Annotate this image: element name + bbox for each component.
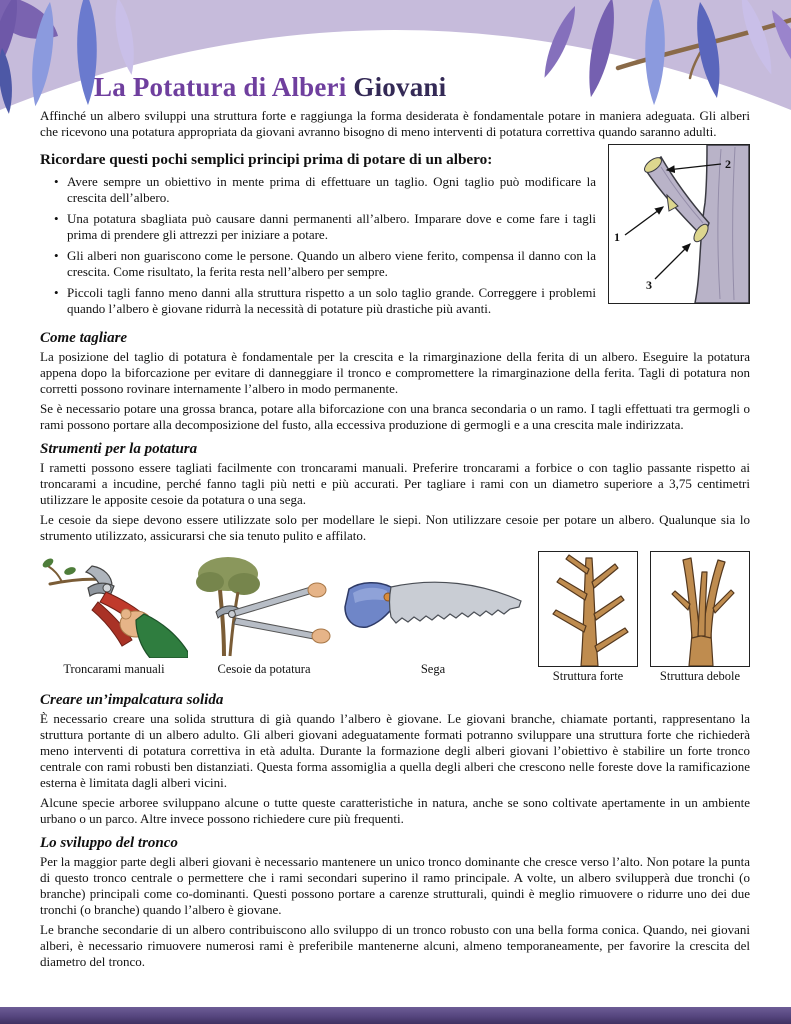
saw-figure <box>340 551 526 677</box>
paragraph: I rametti possono essere tagliati facilmente con troncarami manuali. Preferire troncarami a forbice o con taglio passante rispetto ai troncarami a incudine, perché fanno tagli più netti e più accurati. Per tagliare i rami con un diametro superiore a 3,75 centimetri utilizzare le apposite cesoie da potatura o una sega. <box>40 460 750 507</box>
principles-list <box>40 174 596 317</box>
lopper-figure <box>194 551 334 677</box>
page-title-main: La Potatura di Alberi <box>94 72 347 102</box>
list-item: • Avere sempre un obiettivo in mente prima di effettuare un taglio. Ogni taglio può modificare la crescita dell’albero. <box>54 174 596 206</box>
paragraph: Per la maggior parte degli alberi giovani è necessario mantenere un unico tronco dominante che cresce verso l’alto. Non potare la punta di questo tronco centrale o permettere che i rami secondari superino il ramo principale. A volte, un albero svilupperà due tronchi (o branche) principali come co-dominanti. Questi possono portare a carenze strutturali, quindi è meglio rimuovere o ridurre uno dei due tronchi (o branche) quando l’albero è giovane. <box>40 854 750 917</box>
section-heading-tronco: Lo sviluppo del tronco <box>40 835 178 851</box>
principles-text <box>40 144 596 322</box>
figure-caption: Troncarami manuali <box>63 662 165 676</box>
figure-caption: Sega <box>420 662 446 676</box>
weak-structure-figure <box>650 551 750 684</box>
lopper-illustration <box>194 551 334 660</box>
paragraph: Se è necessario potare una grossa branca, potare alla biforcazione con una branca secondaria o un ramo. I tagli effettuati tra germogli o rami possono portare alla decomposizione del fusto, alla eccessiva produzione di germogli e a una crescita male indirizzata. <box>40 401 750 432</box>
principles-section <box>40 144 750 322</box>
figure-caption: Cesoie da potatura <box>217 662 311 676</box>
cut-step-1-label: 1 <box>614 230 620 244</box>
paragraph: Alcune specie arboree sviluppano alcune o tutte queste caratteristiche in natura, anche se sono coltivate apertamente in un ambiente urbano o un parco. Altre invece possono richiedere cure più frequenti. <box>40 795 750 826</box>
hand-pruner-illustration <box>40 551 188 660</box>
paragraph: La posizione del taglio di potatura è fondamentale per la crescita e la rimarginazione della ferita di un albero. Eseguire la potatura appena dopo la biforcazione per evitare di danneggiare il tronco e compromettere la rimarginazione della ferita. Tagli di potatura non corretti possono rovinare internamente l’albero in modo permanente. <box>40 349 750 396</box>
strong-structure-illustration <box>538 551 638 667</box>
cut-step-3-label: 3 <box>646 278 652 292</box>
section-heading-impalcatura: Creare un’impalcatura solida <box>40 692 224 708</box>
figure-caption: Struttura debole <box>659 669 741 683</box>
page-title-accent: Giovani <box>353 72 447 102</box>
page-title <box>94 72 750 103</box>
footer-bar <box>0 1007 791 1024</box>
strong-structure-figure <box>538 551 638 684</box>
section-heading-come-tagliare: Come tagliare <box>40 330 128 346</box>
tools-figure-row <box>40 551 750 684</box>
paragraph: Le branche secondarie di un albero contribuiscono allo sviluppo di un tronco robusto con una bella forma conica. Quando, nei giovani alberi, è necessario rimuovere numerosi rami è preferibile mantenerne alcuni, almeno temporaneamente, per favorire la crescita del diametro del tronco. <box>40 922 750 969</box>
list-item: • Piccoli tagli fanno meno danni alla struttura rispetto a un solo taglio grande. Correggere i problemi quando l’albero è giovane ridurrà la necessità di potature più drastiche più avanti. <box>54 285 596 317</box>
branch-cut-diagram <box>608 144 750 304</box>
figure-caption: Struttura forte <box>552 669 624 683</box>
saw-illustration <box>340 551 526 660</box>
cut-step-2-label: 2 <box>725 157 731 171</box>
list-item: • Gli alberi non guariscono come le persone. Quando un albero viene ferito, compensa il danno con la crescita. Come risultato, la ferita resta nell’albero per sempre. <box>54 248 596 280</box>
paragraph: Le cesoie da siepe devono essere utilizzate solo per modellare le siepi. Non utilizzare cesoie per potare un albero. Qualunque sia lo strumento utilizzato, assicurarsi che sia tenuto pulito e affilato. <box>40 512 750 543</box>
paragraph: È necessario creare una solida struttura di già quando l’albero è giovane. Le giovani branche, chiamate portanti, rappresentano la struttura portante di un albero adulto. Gli alberi giovani adeguatamente formati potranno sviluppare una struttura forte che richiederà meno interventi di potatura correttiva in età adulta. Durante la formazione degli alberi giovani l’obiettivo è stabilire un forte tronco centrale con rami robusti ben distanziati. Questa forma assomiglia a quella degli alberi che crescono nelle foreste dove la ramificazione esterna è limitata dagli alberi vicini. <box>40 711 750 790</box>
intro-paragraph: Affinché un albero sviluppi una struttura forte e raggiunga la forma desiderata è fondamentale potare in maniera adeguata. Gli alberi che ricevono una potatura appropriata da giovani avranno bisogno di meno interventi di potatura correttiva quando saranno adulti. <box>40 108 750 139</box>
weak-structure-illustration <box>650 551 750 667</box>
section-heading-strumenti: Strumenti per la potatura <box>40 441 198 457</box>
principles-heading: Ricordare questi pochi semplici principi prima di potare di un albero: <box>40 151 493 168</box>
list-item: • Una potatura sbagliata può causare danni permanenti all’albero. Imparare dove e come fare i tagli prima di prendere gli attrezzi per iniziare a potare. <box>54 211 596 243</box>
hand-pruner-figure <box>40 551 188 677</box>
